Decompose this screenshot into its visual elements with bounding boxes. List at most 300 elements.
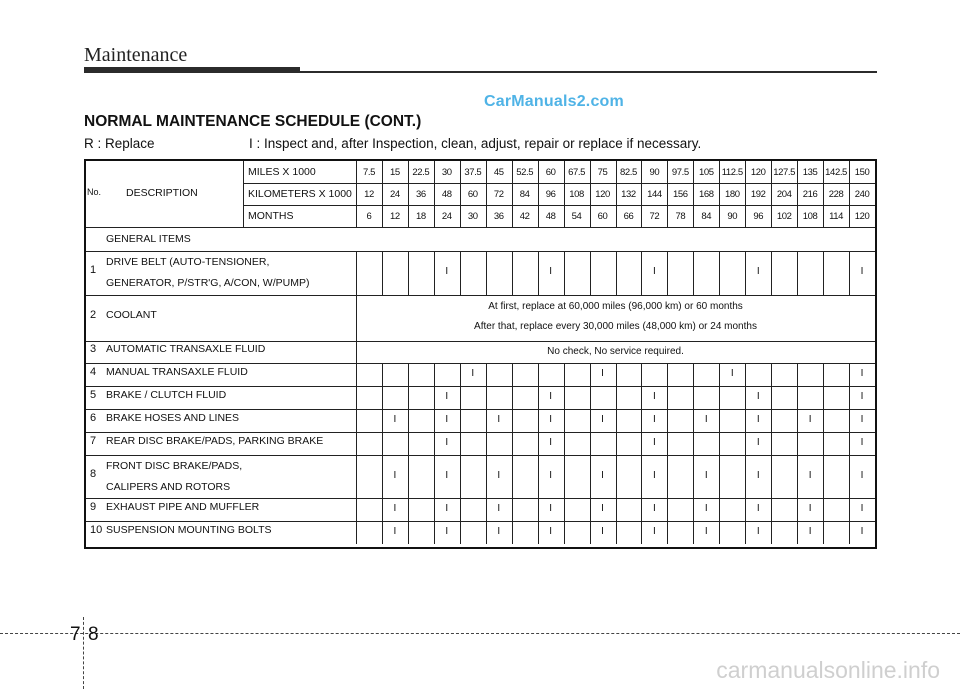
interval-value: 150: [854, 167, 870, 178]
inspect-mark: I: [860, 266, 864, 277]
legend-inspect: I : Inspect and, after Inspection, clean, adjust, repair or replace if necessary.: [249, 136, 702, 151]
col-line: [460, 363, 461, 386]
col-line: [771, 386, 772, 409]
col-line: [356, 432, 357, 455]
col-line: [823, 409, 824, 432]
interval-value: 108: [802, 211, 818, 222]
col-line: [590, 455, 591, 498]
interval-label: KILOMETERS X 1000: [248, 188, 352, 200]
inspect-mark: I: [601, 413, 604, 425]
interval-value: 22.5: [412, 167, 430, 178]
interval-value: 15: [390, 167, 400, 178]
row-number: 1: [90, 264, 97, 276]
col-line: [745, 386, 746, 409]
interval-value: 42: [519, 211, 530, 222]
col-line: [823, 521, 824, 544]
col-line: [486, 432, 487, 455]
interval-value: 6: [366, 211, 372, 222]
header-rule-thin: [300, 71, 877, 73]
col-line: [823, 251, 824, 295]
interval-value: 78: [675, 211, 686, 222]
col-line: [434, 432, 435, 455]
description-header: DESCRIPTION: [126, 187, 198, 199]
interval-value: 45: [493, 167, 504, 178]
page-title: NORMAL MAINTENANCE SCHEDULE (CONT.): [84, 113, 422, 130]
item-description: GENERATOR, P/STR'G, A/CON, W/PUMP): [106, 277, 310, 289]
col-line: [823, 432, 824, 455]
inspect-mark: I: [445, 413, 449, 425]
row-number: 7: [90, 434, 97, 447]
inspect-mark: I: [653, 436, 656, 448]
row-line: [86, 521, 875, 522]
interval-value: 48: [545, 211, 556, 222]
col-line: [382, 455, 383, 498]
col-line: [667, 455, 668, 498]
col-line: [641, 251, 642, 295]
col-line: [512, 455, 513, 498]
col-line: [771, 251, 772, 295]
col-line: [356, 521, 357, 544]
col-line: [719, 432, 720, 455]
col-line: [434, 251, 435, 295]
item-description: CALIPERS AND ROTORS: [106, 481, 231, 493]
col-line: [771, 521, 772, 544]
inspect-mark: I: [445, 266, 449, 277]
interval-value: 12: [390, 211, 400, 222]
col-line: [408, 363, 409, 386]
col-line: [460, 251, 461, 295]
col-line: [667, 521, 668, 544]
row-line: [86, 295, 875, 296]
interval-value: 48: [441, 189, 452, 200]
inspect-mark: I: [601, 502, 604, 514]
inspect-mark: I: [549, 266, 553, 277]
footer-rule: [0, 633, 960, 634]
col-line: [486, 251, 487, 295]
row-line: [86, 409, 875, 410]
inspect-mark: I: [549, 436, 553, 448]
interval-value: 97.5: [671, 167, 689, 178]
inspect-mark: I: [704, 525, 708, 537]
interval-value: 180: [724, 189, 740, 200]
inspect-mark: I: [497, 469, 501, 481]
col-line: [719, 251, 720, 295]
inspect-mark: I: [445, 436, 449, 448]
inspect-mark: I: [860, 367, 864, 379]
interval-value: 120: [854, 211, 870, 222]
interval-value: 168: [698, 189, 714, 200]
maintenance-schedule-table: [84, 159, 877, 549]
col-line: [408, 386, 409, 409]
inspect-mark: I: [808, 469, 812, 481]
col-line: [382, 409, 383, 432]
col-line: [408, 432, 409, 455]
interval-value: 216: [802, 189, 818, 200]
col-line: [719, 455, 720, 498]
col-line: [771, 363, 772, 386]
col-line: [797, 251, 798, 295]
legend-replace: R : Replace: [84, 136, 155, 151]
inspect-mark: I: [601, 525, 604, 537]
interval-value: 60: [597, 211, 608, 222]
interval-value: 24: [390, 189, 400, 200]
col-line: [538, 386, 539, 409]
col-line: [771, 409, 772, 432]
interval-value: 72: [493, 189, 504, 200]
col-line: [356, 341, 357, 363]
inspect-mark: I: [860, 469, 864, 481]
col-line: [512, 363, 513, 386]
col-line: [693, 455, 694, 498]
inspect-mark: I: [393, 413, 397, 425]
row-line: [86, 363, 875, 364]
col-line: [538, 363, 539, 386]
interval-value: 144: [647, 189, 662, 200]
col-line: [849, 455, 850, 498]
interval-value: 192: [750, 189, 766, 200]
interval-value: 66: [623, 211, 634, 222]
col-line: [823, 455, 824, 498]
col-line: [460, 386, 461, 409]
col-line: [590, 498, 591, 521]
interval-value: 54: [571, 211, 582, 222]
col-line: [641, 386, 642, 409]
interval-value: 12: [364, 189, 374, 200]
col-line: [641, 409, 642, 432]
row-line: [86, 251, 875, 252]
interval-value: 108: [569, 189, 584, 200]
inspect-mark: I: [704, 413, 708, 425]
row-number: 10: [90, 523, 103, 536]
col-line: [667, 251, 668, 295]
col-line: [745, 251, 746, 295]
row-number: 4: [90, 365, 97, 378]
col-line: [408, 455, 409, 498]
col-line: [460, 409, 461, 432]
inspect-mark: I: [445, 469, 449, 481]
col-line: [797, 363, 798, 386]
inspect-mark: I: [497, 502, 501, 514]
inspect-mark: I: [756, 469, 760, 481]
col-line: [719, 386, 720, 409]
col-line: [382, 363, 383, 386]
inspect-mark: I: [756, 436, 760, 448]
col-line: [460, 521, 461, 544]
col-line: [382, 498, 383, 521]
col-line: [616, 363, 617, 386]
item-description: AUTOMATIC TRANSAXLE FLUID: [106, 343, 266, 355]
row-number: 8: [90, 467, 97, 480]
inspect-mark: I: [860, 413, 864, 425]
item-description: BRAKE HOSES AND LINES: [106, 411, 240, 424]
col-line: [356, 251, 357, 295]
col-line: [382, 386, 383, 409]
interval-value: 228: [828, 189, 844, 200]
inspect-mark: I: [860, 502, 864, 514]
col-line: [460, 455, 461, 498]
header-bottom-line: [86, 227, 875, 228]
col-line: [745, 363, 746, 386]
inspect-mark: I: [756, 525, 760, 537]
interval-label: MONTHS: [248, 210, 294, 222]
inspect-mark: I: [756, 266, 760, 277]
col-line: [590, 409, 591, 432]
interval-value: 112.5: [721, 167, 743, 178]
inspect-mark: I: [704, 502, 708, 514]
schedule-note: No check, No service required.: [547, 346, 684, 357]
interval-value: 102: [776, 211, 792, 222]
col-line: [408, 521, 409, 544]
col-line: [745, 521, 746, 544]
col-line: [590, 363, 591, 386]
col-line: [564, 363, 565, 386]
col-line: [719, 498, 720, 521]
col-line: [486, 386, 487, 409]
interval-value: 84: [701, 211, 712, 222]
inspect-mark: I: [860, 436, 864, 448]
interval-value: 127.5: [773, 167, 796, 178]
interval-value: 240: [854, 189, 870, 200]
col-line: [564, 432, 565, 455]
col-line: [460, 432, 461, 455]
col-line: [512, 251, 513, 295]
col-line: [797, 455, 798, 498]
item-description: SUSPENSION MOUNTING BOLTS: [106, 523, 272, 536]
col-line: [616, 386, 617, 409]
col-line: [564, 521, 565, 544]
col-line: [616, 251, 617, 295]
col-line: [693, 498, 694, 521]
interval-value: 30: [467, 211, 478, 222]
interval-value: 96: [753, 211, 764, 222]
col-line: [434, 455, 435, 498]
col-line: [641, 521, 642, 544]
col-line: [460, 498, 461, 521]
header-col-line: [243, 161, 244, 227]
col-line: [564, 409, 565, 432]
inspect-mark: I: [549, 469, 553, 481]
col-line: [434, 386, 435, 409]
interval-value: 18: [415, 211, 426, 222]
col-line: [538, 521, 539, 544]
col-line: [590, 432, 591, 455]
col-line: [356, 409, 357, 432]
col-line: [745, 455, 746, 498]
interval-value: 67.5: [568, 167, 585, 178]
col-line: [616, 455, 617, 498]
col-line: [667, 409, 668, 432]
col-line: [538, 432, 539, 455]
col-line: [641, 498, 642, 521]
general-items-label: GENERAL ITEMS: [106, 233, 191, 245]
row-number: 2: [90, 309, 97, 321]
watermark-carmanuals2: CarManuals2.com: [484, 93, 624, 110]
col-line: [512, 498, 513, 521]
inspect-mark: I: [601, 469, 604, 481]
col-line: [849, 498, 850, 521]
col-line: [382, 251, 383, 295]
inspect-mark: I: [549, 525, 553, 537]
interval-value: 132: [621, 189, 636, 200]
inspect-mark: I: [653, 266, 656, 277]
col-line: [538, 498, 539, 521]
inspect-mark: I: [497, 413, 501, 425]
page-number-left: 7: [70, 624, 81, 645]
inspect-mark: I: [497, 525, 501, 537]
col-line: [693, 409, 694, 432]
interval-value: 90: [649, 167, 660, 178]
col-line: [641, 363, 642, 386]
inspect-mark: I: [808, 502, 812, 514]
col-line: [512, 521, 513, 544]
item-description: FRONT DISC BRAKE/PADS,: [106, 460, 243, 472]
col-line: [486, 409, 487, 432]
schedule-note: At first, replace at 60,000 miles (96,000 km) or 60 months: [488, 301, 743, 312]
inspect-mark: I: [808, 413, 812, 425]
col-line: [719, 409, 720, 432]
col-line: [512, 386, 513, 409]
col-line: [693, 251, 694, 295]
col-line: [849, 409, 850, 432]
col-line: [434, 363, 435, 386]
footer-divider: [83, 617, 84, 689]
col-line: [538, 409, 539, 432]
inspect-mark: I: [393, 469, 397, 481]
row-line: [86, 498, 875, 499]
inspect-mark: I: [445, 390, 449, 402]
col-line: [434, 409, 435, 432]
col-line: [590, 386, 591, 409]
interval-value: 36: [415, 189, 426, 200]
col-line: [693, 432, 694, 455]
inspect-mark: I: [860, 525, 864, 537]
interval-value: 96: [545, 189, 556, 200]
col-line: [719, 521, 720, 544]
col-line: [693, 386, 694, 409]
col-line: [745, 432, 746, 455]
col-line: [771, 432, 772, 455]
interval-value: 37.5: [464, 167, 482, 178]
col-line: [849, 251, 850, 295]
inspect-mark: I: [393, 502, 397, 514]
interval-value: 60: [545, 167, 556, 178]
col-line: [382, 521, 383, 544]
inspect-mark: I: [653, 502, 656, 514]
row-line: [86, 432, 875, 433]
col-line: [771, 455, 772, 498]
col-line: [382, 432, 383, 455]
inspect-mark: I: [549, 390, 553, 402]
page-number-right: 8: [88, 624, 99, 645]
col-line: [590, 521, 591, 544]
row-number: 6: [90, 411, 97, 424]
item-description: DRIVE BELT (AUTO-TENSIONER,: [106, 256, 270, 268]
inspect-mark: I: [471, 367, 475, 379]
col-line: [745, 409, 746, 432]
col-line: [512, 409, 513, 432]
col-line: [849, 432, 850, 455]
inspect-mark: I: [653, 390, 656, 402]
col-line: [823, 363, 824, 386]
col-line: [564, 251, 565, 295]
interval-value: 114: [829, 211, 844, 222]
interval-value: 24: [441, 211, 452, 222]
row-line: [86, 341, 875, 342]
interval-value: 120: [750, 167, 766, 178]
col-line: [486, 521, 487, 544]
col-line: [538, 455, 539, 498]
col-line: [408, 251, 409, 295]
interval-value: 52.5: [516, 167, 534, 178]
inspect-mark: I: [860, 390, 864, 402]
col-line: [641, 432, 642, 455]
col-line: [564, 498, 565, 521]
col-line: [616, 409, 617, 432]
interval-value: 142.5: [825, 167, 847, 178]
col-line: [434, 498, 435, 521]
item-description: COOLANT: [106, 309, 157, 321]
interval-value: 84: [519, 189, 530, 200]
inspect-mark: I: [756, 413, 760, 425]
header-row-line: [243, 205, 875, 206]
col-line: [667, 363, 668, 386]
col-line: [434, 521, 435, 544]
row-line: [86, 455, 875, 456]
inspect-mark: I: [653, 469, 656, 481]
interval-value: 60: [467, 189, 478, 200]
col-line: [797, 498, 798, 521]
interval-value: 30: [441, 167, 452, 178]
col-line: [356, 363, 357, 386]
inspect-mark: I: [445, 525, 449, 537]
col-line: [693, 521, 694, 544]
no-header: No.: [87, 187, 102, 197]
inspect-mark: I: [653, 525, 656, 537]
col-line: [486, 498, 487, 521]
col-line: [823, 498, 824, 521]
inspect-mark: I: [549, 413, 553, 425]
col-line: [745, 498, 746, 521]
col-line: [356, 295, 357, 341]
col-line: [538, 251, 539, 295]
row-number: 5: [90, 388, 97, 401]
section-header: Maintenance: [84, 44, 188, 66]
col-line: [356, 455, 357, 498]
col-line: [667, 432, 668, 455]
row-line: [86, 386, 875, 387]
col-line: [641, 455, 642, 498]
item-description: BRAKE / CLUTCH FLUID: [106, 388, 227, 401]
schedule-note: After that, replace every 30,000 miles (48,000 km) or 24 months: [474, 321, 757, 332]
col-line: [616, 432, 617, 455]
inspect-mark: I: [601, 367, 604, 379]
col-line: [564, 455, 565, 498]
inspect-mark: I: [704, 469, 708, 481]
col-line: [408, 409, 409, 432]
col-line: [356, 498, 357, 521]
col-line: [590, 251, 591, 295]
header-row-line: [243, 183, 875, 184]
col-line: [849, 386, 850, 409]
inspect-mark: I: [549, 502, 553, 514]
interval-label: MILES X 1000: [248, 166, 316, 178]
item-description: EXHAUST PIPE AND MUFFLER: [106, 500, 260, 513]
col-line: [797, 521, 798, 544]
col-line: [486, 455, 487, 498]
col-line: [693, 363, 694, 386]
interval-value: 105: [698, 167, 714, 178]
inspect-mark: I: [393, 525, 397, 537]
